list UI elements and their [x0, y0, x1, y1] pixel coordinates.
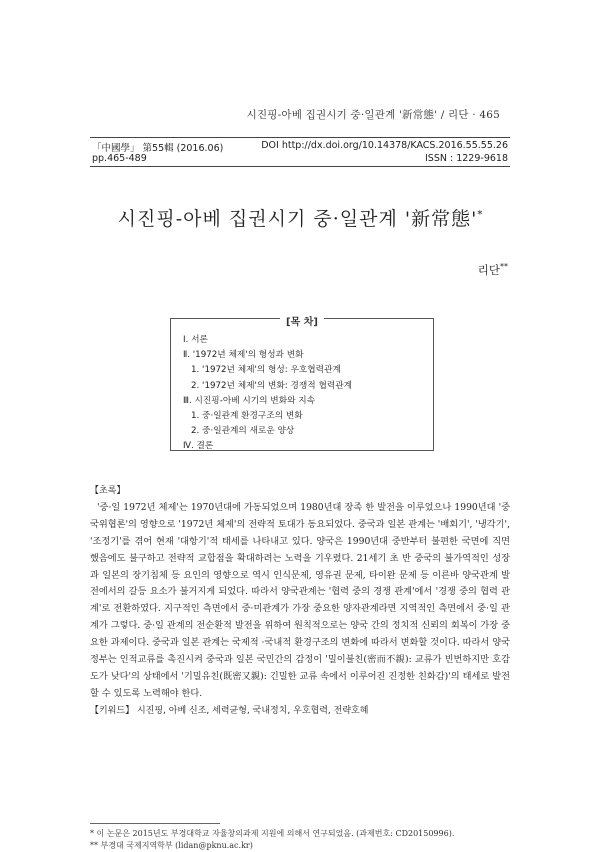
journal-info-box [90, 137, 510, 167]
toc-list [183, 333, 352, 455]
toc-subitem: 1. 중·일관계 환경구조의 변화 [191, 411, 303, 422]
toc-item: Ⅰ. 서론 [183, 335, 208, 345]
author-name: 리단 [477, 263, 500, 277]
author [478, 262, 508, 278]
paper-title [0, 204, 600, 231]
footnotes [90, 828, 454, 852]
abstract-section [90, 483, 510, 720]
issn: ISSN : 1229-9618 [425, 153, 508, 164]
running-head: 시진핑-아베 집권시기 중·일관계 '新常態' / 리단 · 465 [246, 109, 500, 121]
toc-title-wrap [171, 310, 433, 329]
abstract-label: 【초록】 [90, 486, 126, 496]
journal-pages: pp.465-489 [92, 153, 147, 164]
toc-subitem: 2. '1972년 체제'의 변화: 경쟁적 협력관계 [191, 380, 353, 391]
footnote-affiliation: ** 부경대 국제지역학부 (lidan@pknu.ac.kr) [90, 841, 253, 850]
table-of-contents [170, 318, 434, 451]
toc-heading: [목 차] [280, 317, 324, 328]
toc-item: Ⅳ. 결론 [183, 441, 214, 452]
doi-link[interactable]: DOI http://dx.doi.org/10.14378/KACS.2016.55.55.26 [261, 140, 508, 151]
footnote-funding: * 이 논문은 2015년도 부경대학교 자율창의과제 지원에 의해서 연구되었음. (과제번호: CD20150996). [90, 829, 455, 838]
abstract-body: '중·일 1972년 체제'는 1970년대에 가동되었으며 1980년대 장족 한 발전을 이루었으나 1990년대 '중국위협론'의 영향으로 '1972년 체제'의 전략적 토대가 동요되었다. 중국과 일본 관계는 '배회기', '냉각기', '조정기'를 겪어 현재 '대항기'적 태세를 나타내고 있다. 양국은 1990년대 중반부터 불편한 국면에 직면 했음에도 불구하고 전략적 교합점을 확대하려는 노력을 기우렸다. 21세기 초 반 중국의 불가역적인 성장과 일본의 장기침체 등 요인의 영향으로 역시 인식문제, 영유권 문제, 타이완 문제 등 이른바 양국관계 발전에서의 갈등 요소가 불거지게 되었다. 따라서 양국관계는 '협력 중의 경쟁 관계'에서 '경쟁 중의 협력 관계'로 전환하였다. 지구적인 측면에서 중·미관계가 가장 중요한 양자관계라면 지역적인 측면에서 중·일 관계가 그렇다. 중·일 관계의 전순환적 발전을 위하여 원칙적으로는 양국 간의 정치적 신뢰의 회복이 가장 중요한 과제이다. 중국과 일본 관계는 국제적 ·국내적 환경구조의 변화에 따라서 변화할 것이다. 따라서 양국 정부는 인적교류를 촉진시켜 중국과 일본 국민간의 감정이 '밀이불친(密而不親): 교류가 빈번하지만 호감도가 낮다'의 상태에서 '기밀유친(既密又親): 긴밀한 교류 속에서 이루어진 진정한 친화감)'의 태세로 발전 할 수 있도록 노력해야 한다. [90, 501, 510, 699]
keywords: 시진핑, 아베 신조, 세력균형, 국내정치, 우호협력, 전략호혜 [136, 705, 369, 716]
paper-title-text: 시진핑-아베 집권시기 중·일관계 '新常態' [117, 208, 478, 230]
toc-item: Ⅲ. 시진핑-아베 시기의 변화와 지속 [183, 395, 316, 406]
title-footnote-mark: * [477, 209, 483, 221]
footnote-divider [90, 823, 220, 824]
toc-subitem: 2. 중·일관계의 새로운 양상 [191, 426, 295, 437]
toc-item: Ⅱ. '1972년 체제'의 형성과 변화 [183, 350, 304, 361]
keywords-label: 【키워드】 [90, 705, 135, 716]
journal-volume: 「中國學」 第55輯 (2016.06) [92, 143, 224, 154]
keywords-line [90, 703, 510, 720]
author-footnote-mark: ** [500, 262, 508, 272]
toc-subitem: 1. '1972년 체제'의 형성: 우호협력관계 [191, 365, 341, 376]
